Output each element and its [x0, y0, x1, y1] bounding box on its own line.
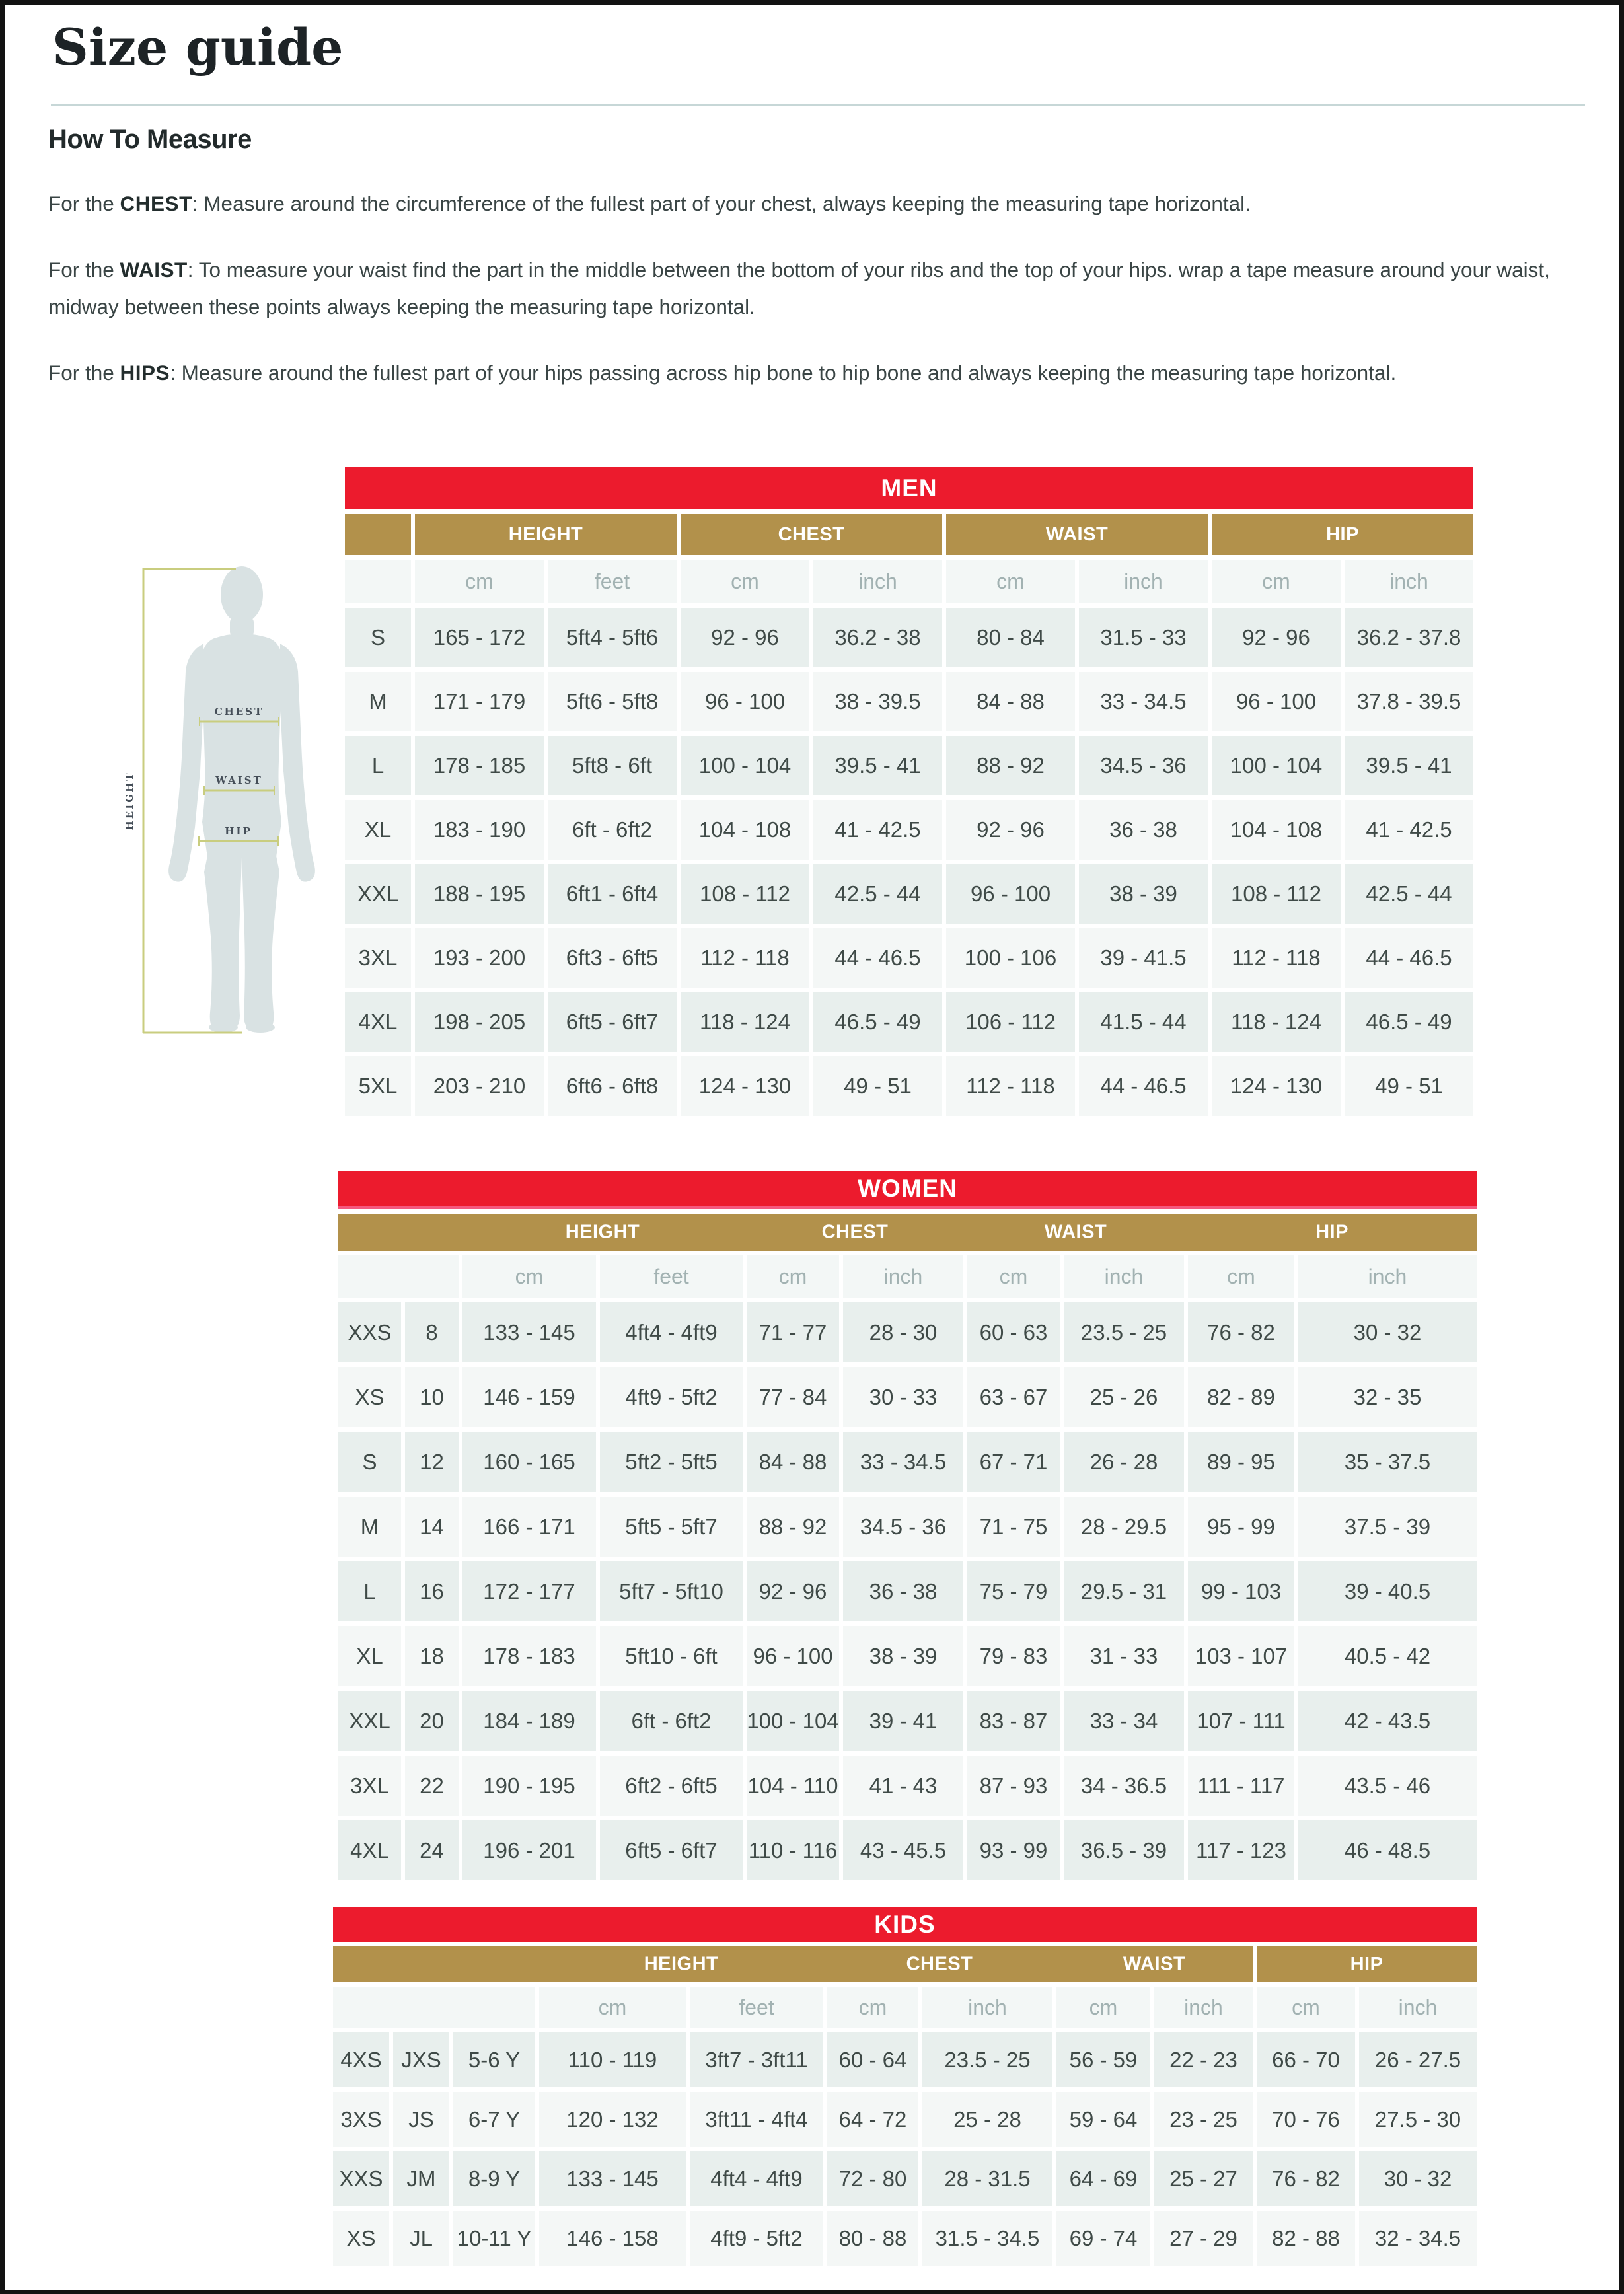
paragraph-term: HIPS	[120, 361, 170, 385]
value-cell: 70 - 76	[1257, 2092, 1355, 2147]
value-cell: 106 - 112	[946, 992, 1075, 1052]
value-cell: 41 - 42.5	[813, 800, 942, 860]
size-cell: L	[338, 1561, 401, 1621]
value-cell: 32 - 34.5	[1359, 2211, 1477, 2266]
value-cell: 56 - 59	[1056, 2032, 1150, 2087]
size-cell: 5XL	[345, 1056, 411, 1116]
value-cell: 196 - 201	[462, 1820, 596, 1880]
size-cell: 8	[405, 1302, 459, 1362]
value-cell: 96 - 100	[681, 672, 809, 731]
value-cell: 190 - 195	[462, 1756, 596, 1816]
value-cell: 60 - 64	[827, 2032, 918, 2087]
value-cell: 96 - 100	[1212, 672, 1341, 731]
men-size-table	[345, 467, 1473, 1116]
value-cell: 100 - 104	[1212, 736, 1341, 796]
unit-cell: cm	[747, 1255, 839, 1298]
waist-line-label: WAIST	[215, 774, 263, 786]
size-cell: XL	[338, 1626, 401, 1686]
body-measurement-figure	[87, 563, 338, 1045]
value-cell: 25 - 28	[922, 2092, 1052, 2147]
value-cell: 37.5 - 39	[1298, 1497, 1477, 1557]
size-cell: 12	[405, 1432, 459, 1492]
value-cell: 44 - 46.5	[1079, 1056, 1208, 1116]
value-cell: 41 - 43	[843, 1756, 963, 1816]
value-cell: 64 - 72	[827, 2092, 918, 2147]
divider	[51, 104, 1585, 106]
value-cell: 69 - 74	[1056, 2211, 1150, 2266]
table-title: MEN	[345, 467, 1473, 509]
value-cell: 75 - 79	[967, 1561, 1060, 1621]
size-cell: 4XL	[338, 1820, 401, 1880]
value-cell: 120 - 132	[539, 2092, 686, 2147]
paragraph-text: : Measure around the circumference of the fullest part of your chest, always keeping the measuring tape horizontal.	[192, 192, 1251, 215]
group-header: CHEST	[821, 1221, 889, 1243]
value-cell: 124 - 130	[1212, 1056, 1341, 1116]
size-cell: XS	[333, 2211, 389, 2266]
value-cell: 87 - 93	[967, 1756, 1060, 1816]
paragraph-term: CHEST	[120, 192, 192, 215]
value-cell: 40.5 - 42	[1298, 1626, 1477, 1686]
value-cell: 6ft - 6ft2	[600, 1691, 743, 1751]
value-cell: 133 - 145	[539, 2151, 686, 2206]
unit-cell: inch	[813, 560, 942, 603]
value-cell: 31.5 - 34.5	[922, 2211, 1052, 2266]
value-cell: 71 - 77	[747, 1302, 839, 1362]
value-cell: 36 - 38	[1079, 800, 1208, 860]
value-cell: 80 - 88	[827, 2211, 918, 2266]
value-cell: 165 - 172	[415, 608, 544, 667]
group-header: HEIGHT	[644, 1953, 719, 1975]
unit-cell: inch	[1298, 1255, 1477, 1298]
value-cell: 6ft2 - 6ft5	[600, 1756, 743, 1816]
value-cell: 32 - 35	[1298, 1367, 1477, 1427]
value-cell: 100 - 104	[747, 1691, 839, 1751]
group-header-spacer	[345, 514, 411, 555]
value-cell: 31.5 - 33	[1079, 608, 1208, 667]
value-cell: 104 - 108	[1212, 800, 1341, 860]
unit-cell: cm	[1188, 1255, 1294, 1298]
value-cell: 5ft7 - 5ft10	[600, 1561, 743, 1621]
value-cell: 38 - 39.5	[813, 672, 942, 731]
value-cell: 41 - 42.5	[1345, 800, 1473, 860]
group-header-bar	[333, 1946, 1253, 1982]
size-cell: 4XL	[345, 992, 411, 1052]
size-cell: 20	[405, 1691, 459, 1751]
size-cell: 5-6 Y	[453, 2032, 535, 2087]
hip-line-label: HIP	[225, 825, 252, 837]
size-cell: S	[345, 608, 411, 667]
value-cell: 82 - 89	[1188, 1367, 1294, 1427]
value-cell: 89 - 95	[1188, 1432, 1294, 1492]
value-cell: 6ft5 - 6ft7	[548, 992, 677, 1052]
value-cell: 39 - 41	[843, 1691, 963, 1751]
value-cell: 172 - 177	[462, 1561, 596, 1621]
value-cell: 5ft10 - 6ft	[600, 1626, 743, 1686]
value-cell: 88 - 92	[747, 1497, 839, 1557]
value-cell: 28 - 31.5	[922, 2151, 1052, 2206]
value-cell: 25 - 26	[1064, 1367, 1184, 1427]
size-cell: XS	[338, 1367, 401, 1427]
value-cell: 5ft4 - 5ft6	[548, 608, 677, 667]
value-cell: 41.5 - 44	[1079, 992, 1208, 1052]
how-to-measure-heading: How To Measure	[48, 125, 252, 154]
value-cell: 178 - 183	[462, 1626, 596, 1686]
unit-spacer	[333, 1987, 535, 2028]
value-cell: 66 - 70	[1257, 2032, 1355, 2087]
value-cell: 4ft4 - 4ft9	[690, 2151, 823, 2206]
value-cell: 46.5 - 49	[1345, 992, 1473, 1052]
value-cell: 63 - 67	[967, 1367, 1060, 1427]
unit-cell: cm	[1257, 1987, 1355, 2028]
value-cell: 160 - 165	[462, 1432, 596, 1492]
value-cell: 25 - 27	[1154, 2151, 1253, 2206]
unit-cell: cm	[967, 1255, 1060, 1298]
value-cell: 36.2 - 38	[813, 608, 942, 667]
value-cell: 6ft3 - 6ft5	[548, 928, 677, 988]
value-cell: 34.5 - 36	[1079, 736, 1208, 796]
size-cell: M	[338, 1497, 401, 1557]
paragraph-prefix: For the	[48, 361, 120, 385]
value-cell: 26 - 28	[1064, 1432, 1184, 1492]
size-cell: 22	[405, 1756, 459, 1816]
group-header: WAIST	[1044, 1221, 1107, 1243]
value-cell: 104 - 108	[681, 800, 809, 860]
value-cell: 100 - 104	[681, 736, 809, 796]
unit-cell: inch	[1154, 1987, 1253, 2028]
value-cell: 4ft9 - 5ft2	[690, 2211, 823, 2266]
value-cell: 36.2 - 37.8	[1345, 608, 1473, 667]
unit-cell: cm	[1056, 1987, 1150, 2028]
value-cell: 60 - 63	[967, 1302, 1060, 1362]
unit-cell: feet	[690, 1987, 823, 2028]
male-silhouette	[168, 566, 315, 1033]
unit-cell: inch	[922, 1987, 1052, 2028]
size-cell: 6-7 Y	[453, 2092, 535, 2147]
unit-cell: inch	[1079, 560, 1208, 603]
value-cell: 112 - 118	[1212, 928, 1341, 988]
value-cell: 36.5 - 39	[1064, 1820, 1184, 1880]
value-cell: 44 - 46.5	[813, 928, 942, 988]
value-cell: 38 - 39	[1079, 864, 1208, 924]
value-cell: 39.5 - 41	[1345, 736, 1473, 796]
value-cell: 99 - 103	[1188, 1561, 1294, 1621]
value-cell: 42.5 - 44	[813, 864, 942, 924]
value-cell: 133 - 145	[462, 1302, 596, 1362]
value-cell: 49 - 51	[1345, 1056, 1473, 1116]
value-cell: 92 - 96	[946, 800, 1075, 860]
value-cell: 34.5 - 36	[843, 1497, 963, 1557]
size-cell: 8-9 Y	[453, 2151, 535, 2206]
value-cell: 92 - 96	[681, 608, 809, 667]
value-cell: 37.8 - 39.5	[1345, 672, 1473, 731]
value-cell: 80 - 84	[946, 608, 1075, 667]
value-cell: 178 - 185	[415, 736, 544, 796]
value-cell: 30 - 32	[1298, 1302, 1477, 1362]
group-header: HEIGHT	[565, 1221, 640, 1243]
value-cell: 59 - 64	[1056, 2092, 1150, 2147]
value-cell: 166 - 171	[462, 1497, 596, 1557]
value-cell: 5ft2 - 5ft5	[600, 1432, 743, 1492]
value-cell: 49 - 51	[813, 1056, 942, 1116]
size-cell: 3XL	[338, 1756, 401, 1816]
value-cell: 30 - 33	[843, 1367, 963, 1427]
value-cell: 183 - 190	[415, 800, 544, 860]
value-cell: 46.5 - 49	[813, 992, 942, 1052]
value-cell: 5ft5 - 5ft7	[600, 1497, 743, 1557]
value-cell: 112 - 118	[681, 928, 809, 988]
how-to-measure-section	[48, 125, 1574, 420]
value-cell: 5ft8 - 6ft	[548, 736, 677, 796]
unit-spacer	[338, 1255, 459, 1298]
value-cell: 77 - 84	[747, 1367, 839, 1427]
value-cell: 110 - 116	[747, 1820, 839, 1880]
value-cell: 42 - 43.5	[1298, 1691, 1477, 1751]
value-cell: 188 - 195	[415, 864, 544, 924]
value-cell: 93 - 99	[967, 1820, 1060, 1880]
value-cell: 29.5 - 31	[1064, 1561, 1184, 1621]
value-cell: 26 - 27.5	[1359, 2032, 1477, 2087]
value-cell: 76 - 82	[1188, 1302, 1294, 1362]
value-cell: 36 - 38	[843, 1561, 963, 1621]
value-cell: 95 - 99	[1188, 1497, 1294, 1557]
value-cell: 118 - 124	[681, 992, 809, 1052]
value-cell: 107 - 111	[1188, 1691, 1294, 1751]
value-cell: 28 - 30	[843, 1302, 963, 1362]
value-cell: 72 - 80	[827, 2151, 918, 2206]
size-cell: M	[345, 672, 411, 731]
value-cell: 110 - 119	[539, 2032, 686, 2087]
size-cell: 4XS	[333, 2032, 389, 2087]
value-cell: 203 - 210	[415, 1056, 544, 1116]
value-cell: 22 - 23	[1154, 2032, 1253, 2087]
unit-cell: cm	[827, 1987, 918, 2028]
value-cell: 64 - 69	[1056, 2151, 1150, 2206]
value-cell: 30 - 32	[1359, 2151, 1477, 2206]
value-cell: 146 - 158	[539, 2211, 686, 2266]
unit-cell: feet	[548, 560, 677, 603]
value-cell: 23 - 25	[1154, 2092, 1253, 2147]
size-cell: S	[338, 1432, 401, 1492]
unit-cell: inch	[1064, 1255, 1184, 1298]
value-cell: 23.5 - 25	[922, 2032, 1052, 2087]
value-cell: 6ft - 6ft2	[548, 800, 677, 860]
unit-cell: cm	[1212, 560, 1341, 603]
value-cell: 184 - 189	[462, 1691, 596, 1751]
value-cell: 27.5 - 30	[1359, 2092, 1477, 2147]
size-cell: JS	[393, 2092, 449, 2147]
paragraph-prefix: For the	[48, 192, 120, 215]
value-cell: 146 - 159	[462, 1367, 596, 1427]
value-cell: 33 - 34	[1064, 1691, 1184, 1751]
value-cell: 124 - 130	[681, 1056, 809, 1116]
women-size-table	[338, 1171, 1477, 1880]
value-cell: 84 - 88	[747, 1432, 839, 1492]
table-title: KIDS	[333, 1907, 1477, 1942]
size-cell: 3XS	[333, 2092, 389, 2147]
group-header: CHEST	[906, 1953, 973, 1975]
value-cell: 193 - 200	[415, 928, 544, 988]
value-cell: 111 - 117	[1188, 1756, 1294, 1816]
value-cell: 88 - 92	[946, 736, 1075, 796]
group-header: HIP	[1257, 1946, 1477, 1982]
group-header: HIP	[1212, 514, 1473, 555]
size-cell: XXL	[338, 1691, 401, 1751]
size-cell: 14	[405, 1497, 459, 1557]
unit-cell: cm	[415, 560, 544, 603]
value-cell: 6ft1 - 6ft4	[548, 864, 677, 924]
value-cell: 79 - 83	[967, 1626, 1060, 1686]
group-header: HEIGHT	[415, 514, 677, 555]
size-cell: XXL	[345, 864, 411, 924]
value-cell: 92 - 96	[747, 1561, 839, 1621]
value-cell: 27 - 29	[1154, 2211, 1253, 2266]
value-cell: 31 - 33	[1064, 1626, 1184, 1686]
size-cell: 24	[405, 1820, 459, 1880]
paragraph-prefix: For the	[48, 258, 120, 282]
height-line-label: HEIGHT	[124, 771, 135, 831]
value-cell: 5ft6 - 5ft8	[548, 672, 677, 731]
measure-paragraph-hips	[48, 354, 1574, 391]
kids-size-table	[333, 1907, 1477, 2266]
size-cell: L	[345, 736, 411, 796]
value-cell: 38 - 39	[843, 1626, 963, 1686]
value-cell: 112 - 118	[946, 1056, 1075, 1116]
value-cell: 108 - 112	[681, 864, 809, 924]
size-cell: 16	[405, 1561, 459, 1621]
value-cell: 92 - 96	[1212, 608, 1341, 667]
value-cell: 43 - 45.5	[843, 1820, 963, 1880]
value-cell: 44 - 46.5	[1345, 928, 1473, 988]
value-cell: 117 - 123	[1188, 1820, 1294, 1880]
value-cell: 4ft4 - 4ft9	[600, 1302, 743, 1362]
table-title: WOMEN	[338, 1171, 1477, 1209]
value-cell: 23.5 - 25	[1064, 1302, 1184, 1362]
value-cell: 84 - 88	[946, 672, 1075, 731]
value-cell: 3ft7 - 3ft11	[690, 2032, 823, 2087]
size-cell: 10	[405, 1367, 459, 1427]
value-cell: 39 - 40.5	[1298, 1561, 1477, 1621]
body-silhouette-illustration	[87, 563, 338, 1045]
value-cell: 28 - 29.5	[1064, 1497, 1184, 1557]
value-cell: 6ft6 - 6ft8	[548, 1056, 677, 1116]
value-cell: 3ft11 - 4ft4	[690, 2092, 823, 2147]
unit-cell: inch	[1359, 1987, 1477, 2028]
value-cell: 33 - 34.5	[1079, 672, 1208, 731]
size-cell: JM	[393, 2151, 449, 2206]
value-cell: 198 - 205	[415, 992, 544, 1052]
paragraph-text: : To measure your waist find the part in the middle between the bottom of your ribs and the top of your hips. wrap a tape measure around your waist, midway between these points always keeping the measuring tape horizontal.	[48, 258, 1550, 319]
value-cell: 39.5 - 41	[813, 736, 942, 796]
value-cell: 43.5 - 46	[1298, 1756, 1477, 1816]
page-title: Size guide	[52, 18, 344, 77]
unit-cell: cm	[539, 1987, 686, 2028]
unit-cell: inch	[843, 1255, 963, 1298]
value-cell: 33 - 34.5	[843, 1432, 963, 1492]
measure-paragraph-waist	[48, 251, 1574, 325]
size-cell: 3XL	[345, 928, 411, 988]
size-cell: XL	[345, 800, 411, 860]
size-cell: JL	[393, 2211, 449, 2266]
value-cell: 35 - 37.5	[1298, 1432, 1477, 1492]
unit-cell: inch	[1345, 560, 1473, 603]
value-cell: 96 - 100	[747, 1626, 839, 1686]
group-header: WAIST	[1123, 1953, 1186, 1975]
unit-spacer	[345, 560, 411, 603]
unit-cell: feet	[600, 1255, 743, 1298]
value-cell: 100 - 106	[946, 928, 1075, 988]
value-cell: 39 - 41.5	[1079, 928, 1208, 988]
group-header: HIP	[1315, 1221, 1348, 1243]
value-cell: 171 - 179	[415, 672, 544, 731]
paragraph-term: WAIST	[120, 258, 188, 282]
value-cell: 103 - 107	[1188, 1626, 1294, 1686]
value-cell: 118 - 124	[1212, 992, 1341, 1052]
size-cell: XXS	[333, 2151, 389, 2206]
group-header-bar	[338, 1214, 1477, 1251]
size-cell: XXS	[338, 1302, 401, 1362]
value-cell: 34 - 36.5	[1064, 1756, 1184, 1816]
value-cell: 67 - 71	[967, 1432, 1060, 1492]
unit-cell: cm	[946, 560, 1075, 603]
value-cell: 108 - 112	[1212, 864, 1341, 924]
value-cell: 6ft5 - 6ft7	[600, 1820, 743, 1880]
size-cell: 10-11 Y	[453, 2211, 535, 2266]
size-cell: JXS	[393, 2032, 449, 2087]
value-cell: 4ft9 - 5ft2	[600, 1367, 743, 1427]
value-cell: 104 - 110	[747, 1756, 839, 1816]
unit-cell: cm	[462, 1255, 596, 1298]
unit-cell: cm	[681, 560, 809, 603]
value-cell: 76 - 82	[1257, 2151, 1355, 2206]
group-header: WAIST	[946, 514, 1208, 555]
size-cell: 18	[405, 1626, 459, 1686]
chest-line-label: CHEST	[214, 706, 264, 718]
value-cell: 82 - 88	[1257, 2211, 1355, 2266]
value-cell: 42.5 - 44	[1345, 864, 1473, 924]
value-cell: 96 - 100	[946, 864, 1075, 924]
measure-paragraph-chest	[48, 185, 1574, 222]
value-cell: 83 - 87	[967, 1691, 1060, 1751]
value-cell: 46 - 48.5	[1298, 1820, 1477, 1880]
paragraph-text: : Measure around the fullest part of your hips passing across hip bone to hip bone and always keeping the measuring tape horizontal.	[170, 361, 1397, 385]
group-header: CHEST	[681, 514, 942, 555]
value-cell: 71 - 75	[967, 1497, 1060, 1557]
